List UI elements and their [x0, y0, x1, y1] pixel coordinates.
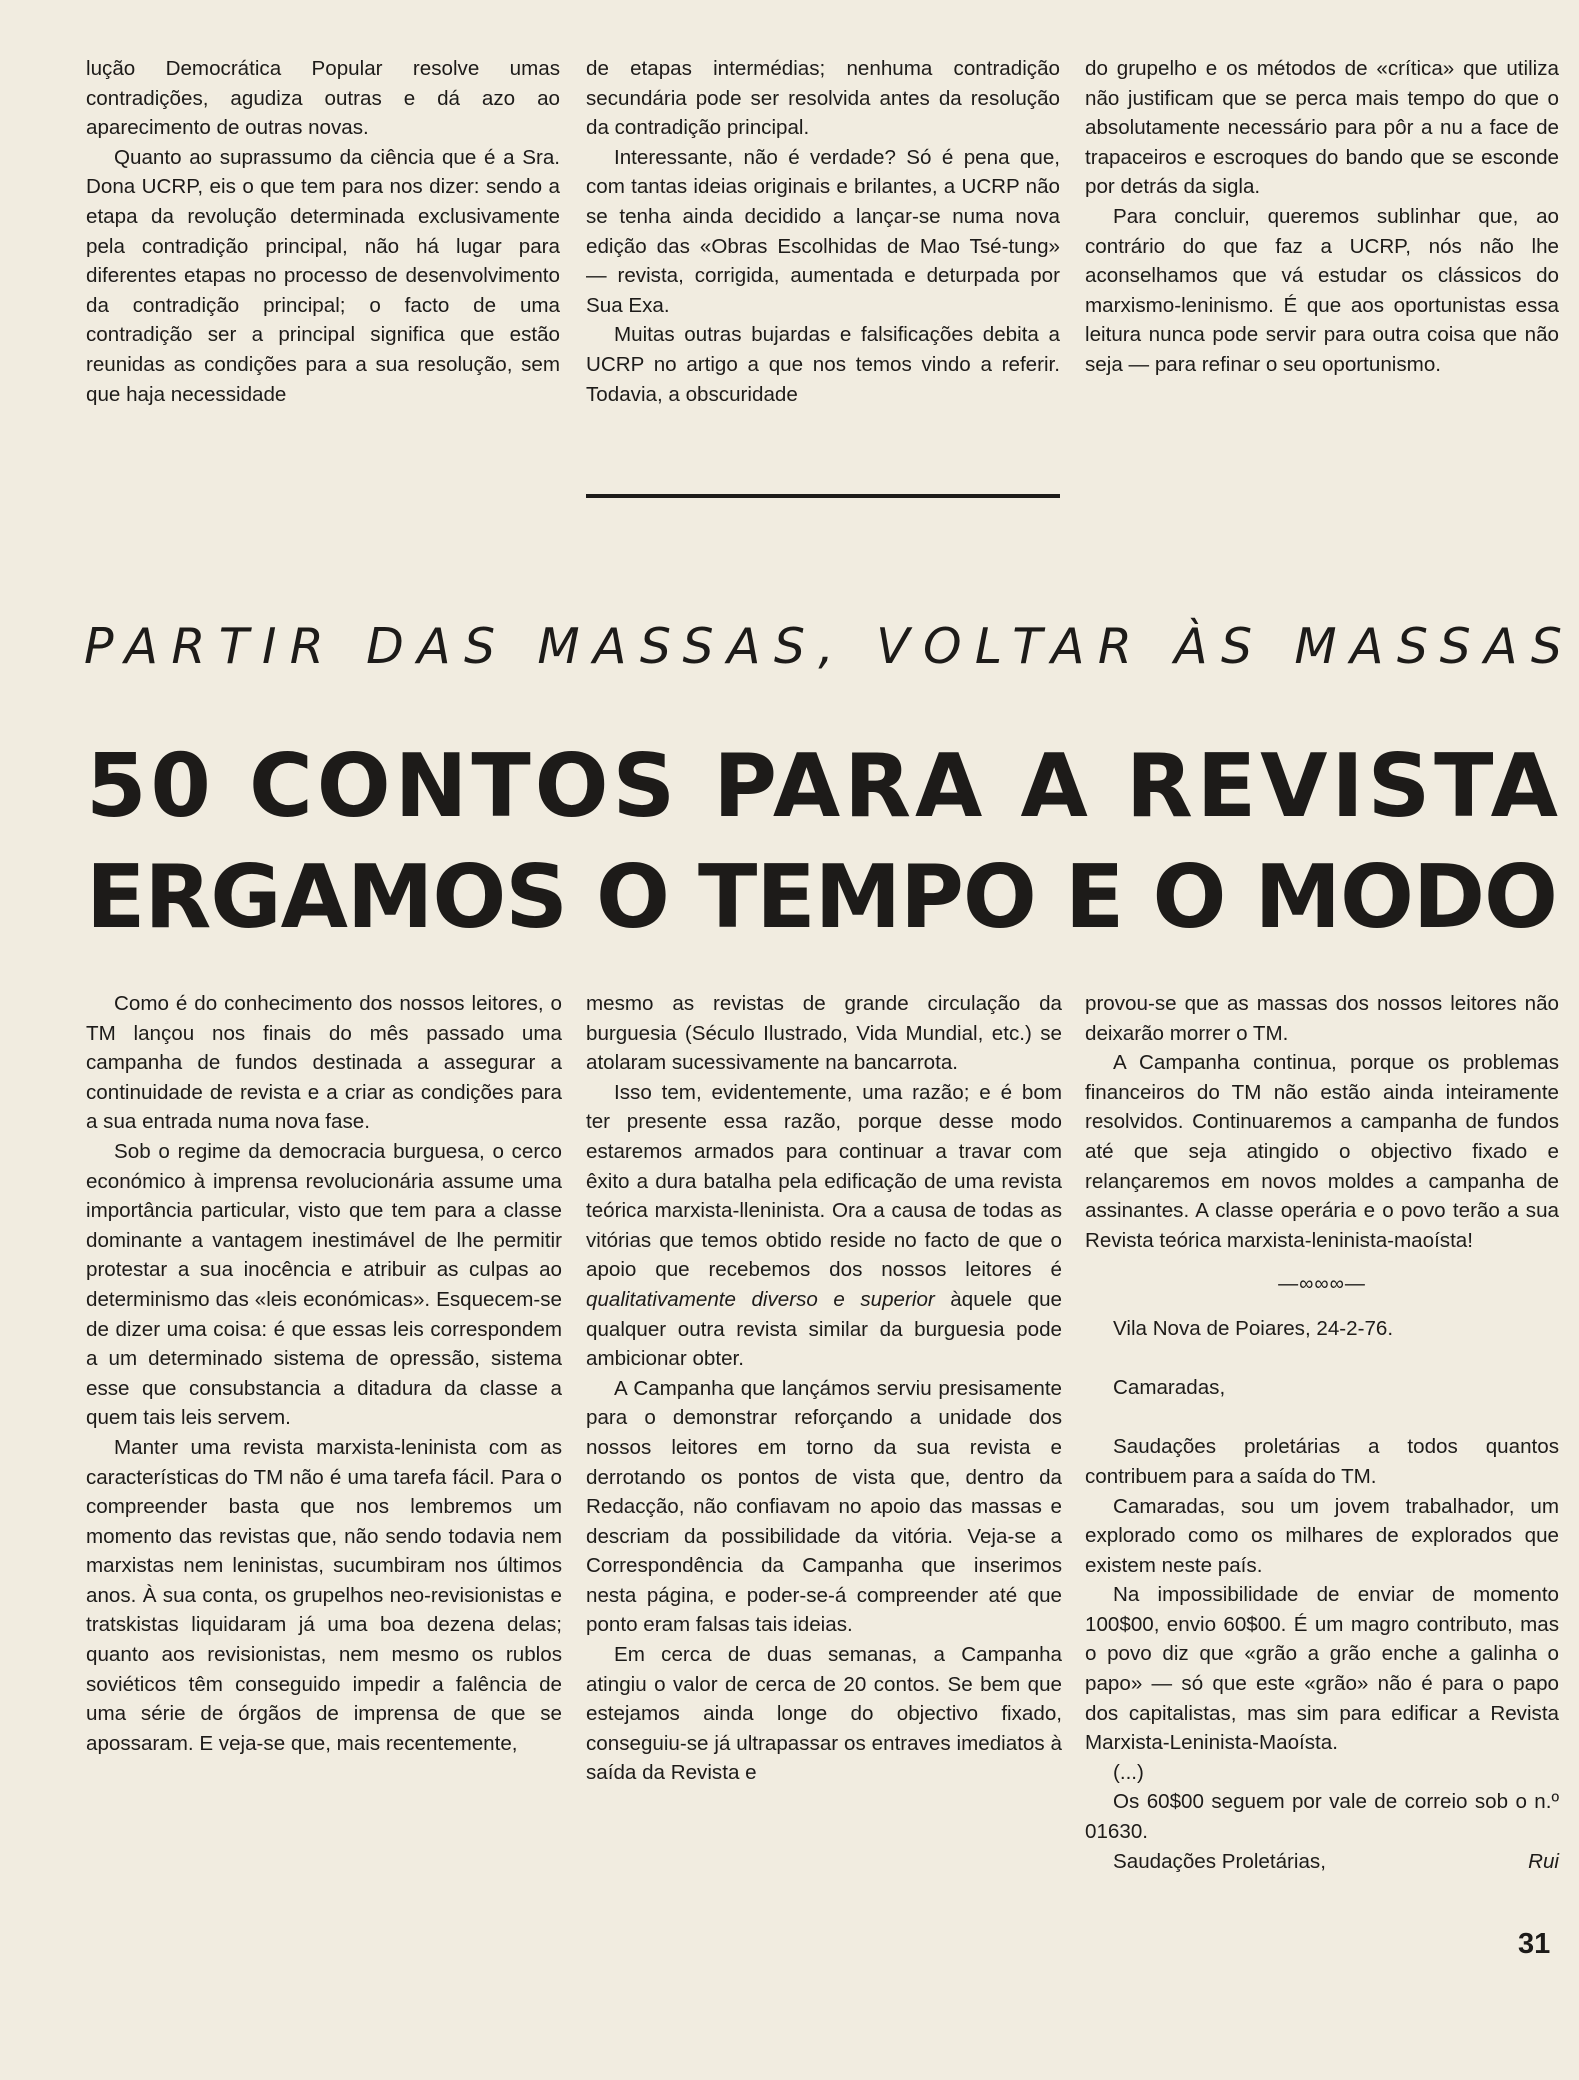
paragraph: A Campanha continua, porque os problemas financeiros do TM não estão ainda inteiramente resolvidos. Continuaremos a campanha de fundos até que seja atingido o objectivo fixado e relançaremos em novos moldes a campanha de assinantes. A classe operária e o povo terão a sua Revista teórica marxista-leninista-maoísta! — [1085, 1051, 1559, 1252]
letter-closing-line — [1085, 1847, 1559, 1877]
campaign-article-column-3 — [1085, 989, 1559, 1876]
article-continuation-column-1 — [86, 54, 560, 409]
campaign-article-column-1 — [86, 989, 562, 1758]
page-number: 31 — [1518, 1928, 1551, 1960]
letter-salutation: Camaradas, — [1113, 1376, 1226, 1400]
article-continuation-column-2 — [586, 54, 1060, 409]
letter-place-date: Vila Nova de Poiares, 24-2-76. — [1113, 1316, 1394, 1340]
text-run: Isso tem, evidentemente, uma razão; e é bom ter presente essa razão, porque desse modo estaremos armados para continuar a travar com êxito a dura batalha pela edificação de uma revista teórica marxista-lleninista. Ora a causa de todas as vitórias que temos obtido reside no facto de que o apoio que recebemos dos nossos leitores é — [586, 1080, 1062, 1282]
paragraph: Na impossibilidade de enviar de momento 100$00, envio 60$00. É um magro contributo, mas o povo diz que «grão a grão enche a galinha o papo» — só que este «grão» não é para o papo dos capitalistas, mas sim para edificar a Revista Marxista-Leninista-Maoísta. — [1085, 1583, 1559, 1755]
paragraph: A Campanha que lançámos serviu presisamente para o demonstrar reforçando a unidade dos nossos leitores em torno da sua revista e derrotando os pontos de vista que, dentro da Redacção, não confiavam no apoio das massas e descriam da possibilidade da vitória. Veja-se a Correspondência da Campanha que inserimos nesta página, e poder-se-á compreender até que ponto eram falsas tais ideias. — [586, 1376, 1062, 1637]
emphasized-text: qualitativamente diverso e superior — [586, 1287, 935, 1311]
paragraph — [586, 1078, 1062, 1374]
paragraph: mesmo as revistas de grande circulação da burguesia (Século Ilustrado, Vida Mundial, etc.) se atolaram sucessivamente na bancarrota. — [586, 992, 1062, 1075]
paragraph: Camaradas, sou um jovem trabalhador, um explorado como os milhares de explorados que existem neste país. — [1085, 1494, 1559, 1577]
paragraph: Os 60$00 seguem por vale de correio sob o n.º 01630. — [1085, 1790, 1559, 1844]
campaign-article-column-2 — [586, 989, 1062, 1788]
paragraph: provou-se que as massas dos nossos leitores não deixarão morrer o TM. — [1085, 992, 1559, 1045]
paragraph: Em cerca de duas semanas, a Campanha atingiu o valor de cerca de 20 contos. Se bem que estejamos ainda longe do objectivo fixado, conseguiu-se já ultrapassar os entraves imediatos à saída da Revista e — [586, 1643, 1062, 1785]
paragraph: Manter uma revista marxista-leninista com as características do TM não é uma tarefa fácil. Para o compreender basta que nos lembremos um momento das revistas que, não sendo todavia nem marxistas nem leninistas, sucumbiram nos últimos anos. À sua conta, os grupelhos neo-revisionistas e tratskistas liquidaram já uma boa dezena delas; quanto aos revisionistas, nem mesmo os rublos soviéticos têm conseguido impedir a falência de uma série de órgãos de imprensa de que se apossaram. E veja-se que, mais recentemente, — [86, 1435, 562, 1755]
paragraph: de etapas intermédias; nenhuma contradição secundária pode ser resolvida antes da resolução da contradição principal. — [586, 57, 1060, 140]
slogan-heading: PARTIR DAS MASSAS, VOLTAR ÀS MASSAS — [84, 618, 1576, 675]
ellipsis: (...) — [1113, 1760, 1144, 1784]
paragraph: Para concluir, queremos sublinhar que, ao contrário do que faz a UCRP, nós não lhe aconselhamos que vá estudar os clássicos do marxismo-leninismo. É que aos oportunistas essa leitura nunca pode servir para outra coisa que não seja — para refinar o seu oportunismo. — [1085, 204, 1559, 376]
paragraph: Quanto ao suprassumo da ciência que é a Sra. Dona UCRP, eis o que tem para nos dizer: sendo a etapa da revolução determinada exclusivamente pela contradição principal, não há lugar para diferentes etapas no processo de desenvolvimento da contradição principal; o facto de uma contradição ser a principal significa que estão reunidas as condições para a sua resolução, sem que haja necessidade — [86, 145, 560, 406]
letter-signature: Rui — [1528, 1849, 1559, 1873]
letter-closing: Saudações Proletárias, — [1113, 1849, 1326, 1873]
section-divider-rule — [586, 494, 1060, 498]
article-continuation-column-3 — [1085, 54, 1559, 380]
paragraph: lução Democrática Popular resolve umas contradições, agudiza outras e dá azo ao aparecimento de outras novas. — [86, 57, 560, 140]
paragraph: Saudações proletárias a todos quantos contribuem para a saída do TM. — [1085, 1435, 1559, 1488]
headline-line-2: ERGAMOS O TEMPO E O MODO — [86, 846, 1557, 948]
text-run: àquele que qualquer outra revista similar da burguesia pode ambicionar obter. — [586, 1287, 1062, 1371]
paragraph: do grupelho e os métodos de «crítica» que utiliza não justificam que se perca mais tempo do que o absolutamente necessário para pôr a nu a face de trapaceiros e escroques do bando que se esconde por detrás da sigla. — [1085, 57, 1559, 199]
paragraph: Interessante, não é verdade? Só é pena que, com tantas ideias originais e brilantes, a UCRP não se tenha ainda decidido a lançar-se numa nova edição das «Obras Escolhidas de Mao Tsé-tung» — revista, corrigida, aumentada e deturpada por Sua Exa. — [586, 145, 1060, 317]
ornament-divider — [1085, 1269, 1559, 1300]
paragraph: Muitas outras bujardas e falsificações debita a UCRP no artigo a que nos temos vindo a referir. Todavia, a obscuridade — [586, 323, 1060, 406]
paragraph: Como é do conhecimento dos nossos leitores, o TM lançou nos finais do mês passado uma campanha de fundos destinada a assegurar a continuidade de revista e a criar as condições para a sua entrada numa nova fase. — [86, 992, 562, 1134]
paragraph: Sob o regime da democracia burguesa, o cerco económico à imprensa revolucionária assume uma importância particular, visto que tem para a classe dominante a vantagem inestimável de lhe permitir protestar a sua inocência e atribuir as culpas ao determinismo das «leis económicas». Esquecem-se de dizer uma coisa: é que essas leis correspondem a um determinado sistema de opressão, sistema esse que consubstancia a ditadura da classe a quem tais leis servem. — [86, 1139, 562, 1430]
headline-line-1: 50 CONTOS PARA A REVISTA — [86, 735, 1562, 837]
ornament-glyph: —∞∞∞— — [1278, 1273, 1366, 1296]
